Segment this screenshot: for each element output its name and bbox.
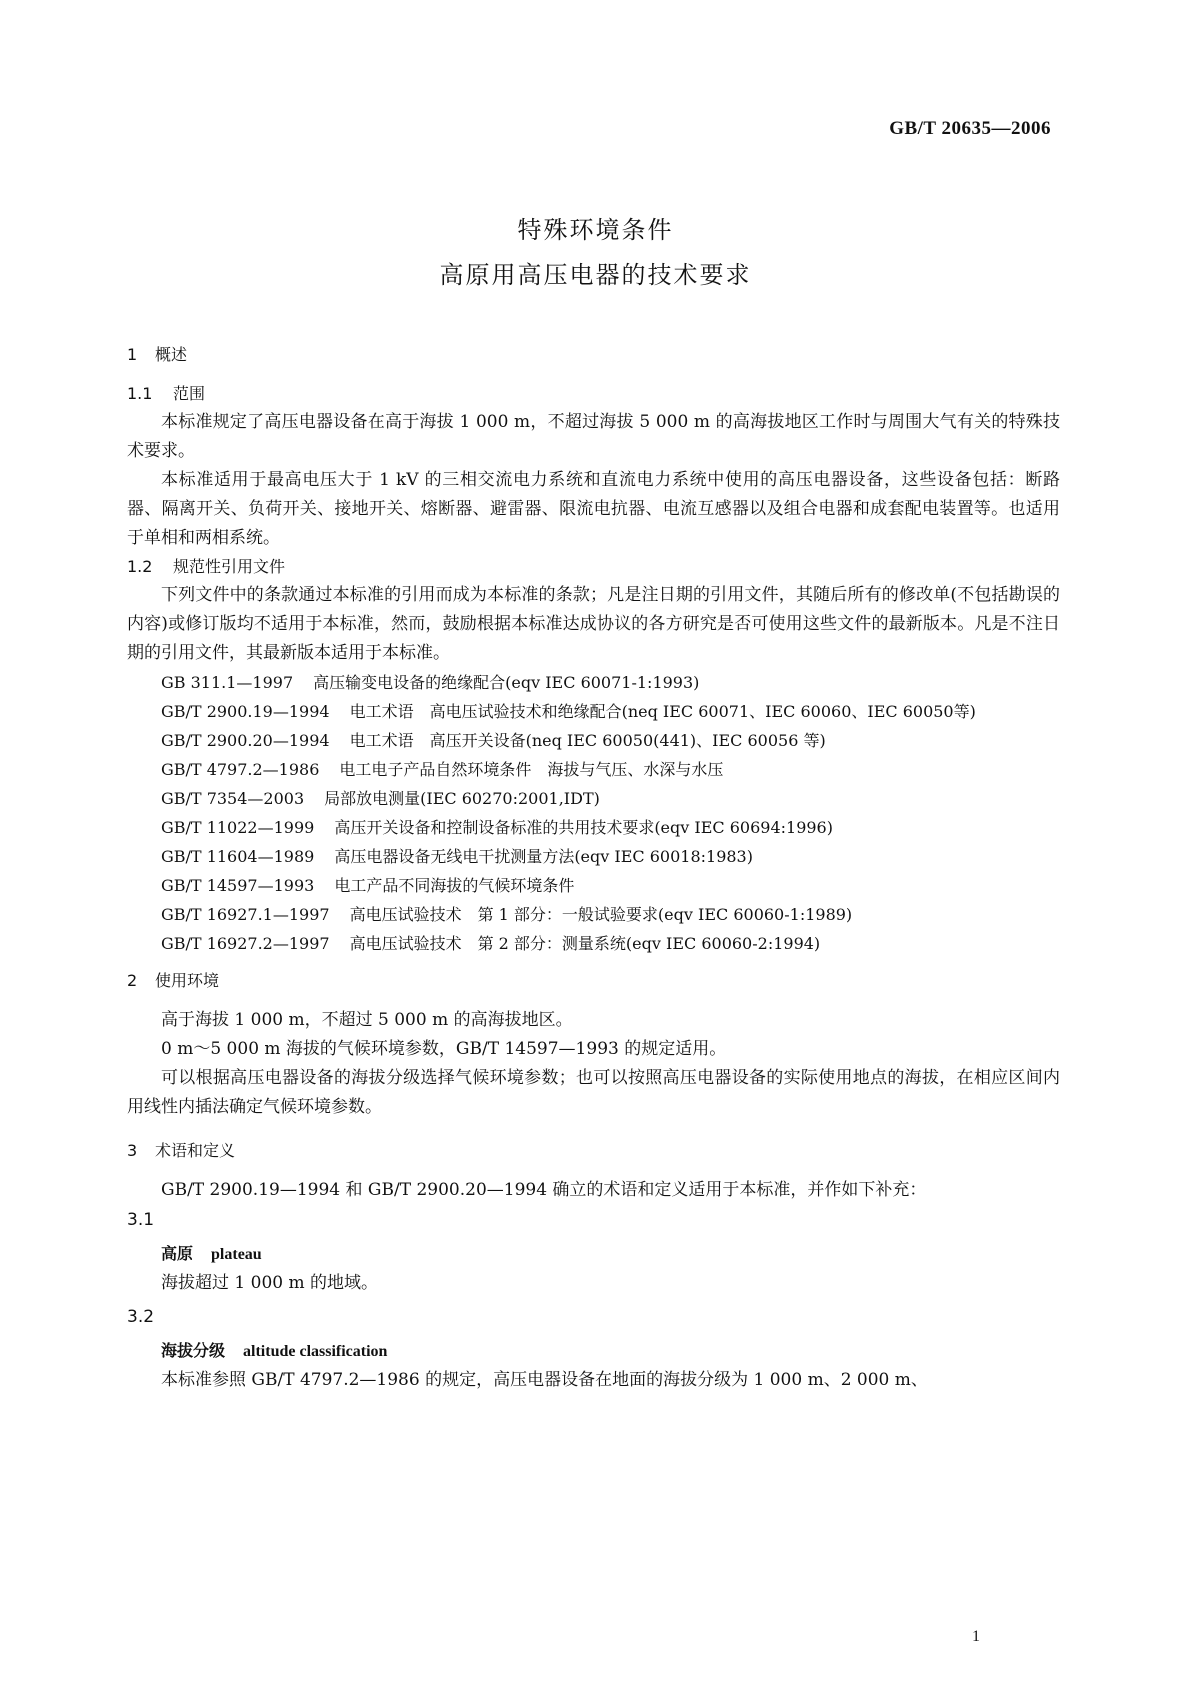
reference-code: GB/T 2900.20—1994 — [161, 731, 330, 750]
reference-code: GB/T 11604—1989 — [161, 847, 315, 866]
section-2-heading — [127, 966, 1060, 996]
reference-title: 电工产品不同海拔的气候环境条件 — [334, 876, 575, 895]
reference-code: GB/T 16927.2—1997 — [161, 934, 330, 953]
reference-title: 电工术语 高电压试验技术和绝缘配合(neq IEC 60071、IEC 60060、IEC 60050等) — [349, 702, 976, 721]
section-1-1-heading — [127, 380, 1060, 408]
paragraph: 0 m～5 000 m 海拔的气候环境参数，GB/T 14597—1993 的规定适用。 — [161, 1039, 727, 1059]
term-definition: 本标准参照 GB/T 4797.2—1986 的规定，高压电器设备在地面的海拔分级为 1 000 m、2 000 m、 — [161, 1370, 928, 1390]
reference-code: GB 311.1—1997 — [161, 673, 294, 692]
term-entry — [127, 1336, 1060, 1366]
reference-item — [127, 726, 1060, 755]
reference-item — [127, 813, 1060, 842]
subsection-title: 范围 — [173, 384, 206, 403]
document-title-line1: 特殊环境条件 — [517, 216, 674, 244]
reference-title: 电工术语 高压开关设备(neq IEC 60050(441)、IEC 60056 等) — [349, 731, 826, 750]
subsection-title: 规范性引用文件 — [173, 557, 286, 576]
section-1-heading — [127, 340, 1060, 370]
reference-item — [127, 842, 1060, 871]
term-chinese: 高原 — [161, 1244, 194, 1263]
section-title: 术语和定义 — [155, 1141, 236, 1160]
term-number: 3.2 — [127, 1307, 155, 1327]
reference-title: 高电压试验技术 第 2 部分：测量系统(eqv IEC 60060-2:1994) — [349, 934, 821, 953]
reference-title: 高压电器设备无线电干扰测量方法(eqv IEC 60018:1983) — [334, 847, 753, 866]
reference-item — [127, 668, 1060, 697]
document-body — [127, 340, 1060, 1395]
term-english: plateau — [211, 1246, 262, 1263]
section-number: 2 — [127, 971, 138, 990]
reference-title: 电工电子产品自然环境条件 海拔与气压、水深与水压 — [339, 760, 724, 779]
paragraph: 可以根据高压电器设备的海拔分级选择气候环境参数；也可以按照高压电器设备的实际使用地点的海拔，在相应区间内用线性内插法确定气候环境参数。 — [127, 1068, 1060, 1117]
reference-code: GB/T 2900.19—1994 — [161, 702, 330, 721]
reference-title: 高电压试验技术 第 1 部分：一般试验要求(eqv IEC 60060-1:1989) — [349, 905, 853, 924]
reference-item — [127, 900, 1060, 929]
reference-code: GB/T 7354—2003 — [161, 789, 305, 808]
section-1-2-heading — [127, 553, 1060, 581]
term-number: 3.1 — [127, 1210, 155, 1230]
reference-item — [127, 871, 1060, 900]
standard-code: GB/T 20635—2006 — [889, 118, 1051, 139]
document-title-line2: 高原用高压电器的技术要求 — [439, 261, 752, 289]
reference-item — [127, 929, 1060, 958]
reference-title: 高压输变电设备的绝缘配合(eqv IEC 60071-1:1993) — [313, 673, 700, 692]
paragraph: 本标准规定了高压电器设备在高于海拔 1 000 m，不超过海拔 5 000 m 的高海拔地区工作时与周围大气有关的特殊技术要求。 — [127, 412, 1060, 461]
paragraph: 本标准适用于最高电压大于 1 kV 的三相交流电力系统和直流电力系统中使用的高压电器设备，这些设备包括：断路器、隔离开关、负荷开关、接地开关、熔断器、避雷器、限流电抗器、电流互感器以及组合电器和成套配电装置等。也适用于单相和两相系统。 — [127, 470, 1060, 548]
reference-item — [127, 784, 1060, 813]
section-number: 3 — [127, 1141, 138, 1160]
term-english: altitude classification — [243, 1343, 388, 1360]
reference-item — [127, 697, 1060, 726]
term-entry — [127, 1239, 1060, 1269]
reference-item — [127, 755, 1060, 784]
reference-code: GB/T 16927.1—1997 — [161, 905, 330, 924]
term-definition: 海拔超过 1 000 m 的地域。 — [161, 1273, 378, 1293]
reference-title: 高压开关设备和控制设备标准的共用技术要求(eqv IEC 60694:1996) — [334, 818, 833, 837]
term-chinese: 海拔分级 — [161, 1341, 226, 1360]
subsection-number: 1.1 — [127, 384, 153, 403]
section-title: 概述 — [155, 345, 188, 364]
section-title: 使用环境 — [155, 971, 220, 990]
page-number: 1 — [972, 1628, 980, 1645]
section-number: 1 — [127, 345, 138, 364]
subsection-number: 1.2 — [127, 557, 153, 576]
paragraph: 下列文件中的条款通过本标准的引用而成为本标准的条款；凡是注日期的引用文件，其随后所有的修改单(不包括勘误的内容)或修订版均不适用于本标准，然而，鼓励根据本标准达成协议的各方研究是否可使用这些文件的最新版本。凡是不注日期的引用文件，其最新版本适用于本标准。 — [127, 585, 1060, 663]
reference-title: 局部放电测量(IEC 60270:2001,IDT) — [324, 789, 600, 808]
section-3-heading — [127, 1136, 1060, 1166]
reference-code: GB/T 4797.2—1986 — [161, 760, 320, 779]
reference-code: GB/T 11022—1999 — [161, 818, 315, 837]
reference-code: GB/T 14597—1993 — [161, 876, 315, 895]
paragraph: 高于海拔 1 000 m，不超过 5 000 m 的高海拔地区。 — [161, 1010, 573, 1030]
paragraph: GB/T 2900.19—1994 和 GB/T 2900.20—1994 确立的术语和定义适用于本标准，并作如下补充： — [161, 1180, 927, 1200]
